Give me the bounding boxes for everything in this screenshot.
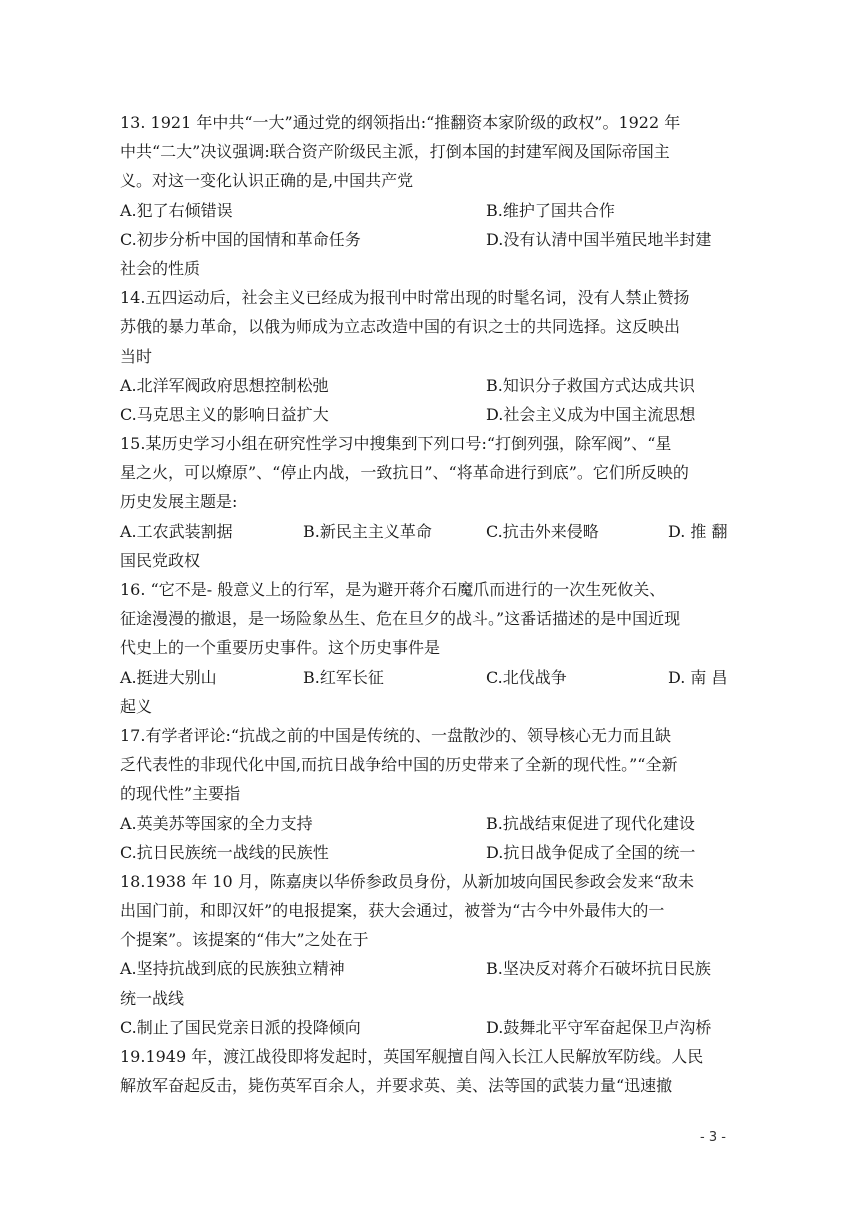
question-18-line-1: 18.1938 年 10 月，陈嘉庚以华侨参政员身份，从新加坡向国民参政会发来“敌未 bbox=[120, 871, 694, 891]
question-17-options-row-1 bbox=[120, 809, 738, 838]
question-19-line-1: 19.1949 年，渡江战役即将发起时，英国军舰擅自闯入长江人民解放军防线。人民 bbox=[120, 1047, 704, 1066]
option-b: B.抗战结束促进了现代化建设 bbox=[486, 813, 695, 833]
page-number: - 3 - bbox=[700, 1130, 726, 1145]
option-a: A.挺进大别山 bbox=[120, 667, 217, 687]
option-d: D. 南 昌 bbox=[668, 667, 728, 687]
option-d-continuation: 社会的性质 bbox=[120, 258, 201, 278]
question-13-line-1: 13. 1921 年中共“一大”通过党的纲领指出:“推翻资本家阶级的政权”。1922 年 bbox=[120, 113, 681, 132]
page-content bbox=[120, 108, 738, 1100]
question-16-line-2: 征途漫漫的撤退，是一场险象丛生、危在旦夕的战斗。”这番话描述的是中国近现 bbox=[120, 609, 681, 629]
question-15-line-3: 历史发展主题是: bbox=[120, 492, 238, 512]
question-14-line-3: 当时 bbox=[120, 346, 153, 366]
option-d: D.社会主义成为中国主流思想 bbox=[486, 404, 696, 424]
question-13-options-row-1 bbox=[120, 196, 738, 225]
option-c: C.北伐战争 bbox=[486, 667, 567, 687]
option-b: B.新民主主义革命 bbox=[303, 521, 432, 541]
question-18-options-row-1 bbox=[120, 954, 738, 983]
option-d: D.鼓舞北平守军奋起保卫卢沟桥 bbox=[486, 1017, 712, 1037]
option-a: A.犯了右倾错误 bbox=[120, 200, 233, 220]
question-14-line-2: 苏俄的暴力革命，以俄为师成为立志改造中国的有识之士的共同选择。这反映出 bbox=[120, 317, 681, 337]
question-19 bbox=[120, 1042, 738, 1100]
question-16-options-row bbox=[120, 663, 738, 692]
question-16 bbox=[120, 575, 738, 721]
option-d: D.没有认清中国半殖民地半封建 bbox=[486, 229, 712, 249]
question-15 bbox=[120, 429, 738, 575]
question-19-line-2: 解放军奋起反击，毙伤英军百余人，并要求英、美、法等国的武装力量“迅速撤 bbox=[120, 1076, 673, 1096]
option-b: B.知识分子救国方式达成共识 bbox=[486, 375, 695, 395]
option-c: C.初步分析中国的国情和革命任务 bbox=[120, 229, 361, 249]
option-a: A.工农武装割据 bbox=[120, 521, 233, 541]
question-17 bbox=[120, 721, 738, 867]
question-14-line-1: 14.五四运动后，社会主义已经成为报刊中时常出现的时髦名词，没有人禁止赞扬 bbox=[120, 288, 690, 308]
question-14 bbox=[120, 283, 738, 429]
question-13-options-row-2 bbox=[120, 225, 738, 254]
question-18-options-row-2 bbox=[120, 1013, 738, 1042]
question-15-options-row bbox=[120, 517, 738, 546]
question-16-line-3: 代史上的一个重要历史事件。这个历史事件是 bbox=[120, 638, 441, 658]
option-b: B.坚决反对蒋介石破坏抗日民族 bbox=[486, 959, 711, 979]
question-18 bbox=[120, 867, 738, 1042]
option-c: C.抗日民族统一战线的民族性 bbox=[120, 842, 329, 862]
question-13-line-3: 义。对这一变化认识正确的是,中国共产党 bbox=[120, 171, 414, 191]
option-c: C.马克思主义的影响日益扩大 bbox=[120, 404, 329, 424]
option-b-continuation: 统一战线 bbox=[120, 988, 185, 1008]
question-14-options-row-2 bbox=[120, 400, 738, 429]
option-d: D. 推 翻 bbox=[668, 521, 728, 541]
question-15-line-2: 星之火，可以燎原”、“停止内战，一致抗日”、“将革命进行到底”。它们所反映的 bbox=[120, 463, 689, 483]
option-a: A.北洋军阀政府思想控制松弛 bbox=[120, 375, 329, 395]
question-17-options-row-2 bbox=[120, 838, 738, 867]
option-b: B.红军长征 bbox=[303, 667, 384, 687]
option-d-continuation: 国民党政权 bbox=[120, 550, 201, 570]
option-a: A.英美苏等国家的全力支持 bbox=[120, 813, 313, 833]
question-18-line-2: 出国门前，和即汉奸”的电报提案，获大会通过，被誉为“古今中外最伟大的一 bbox=[120, 901, 665, 921]
question-18-line-3: 个提案”。该提案的“伟大”之处在于 bbox=[120, 930, 369, 950]
option-c: C.制止了国民党亲日派的投降倾向 bbox=[120, 1017, 361, 1037]
question-15-line-1: 15.某历史学习小组在研究性学习中搜集到下列口号:“打倒列强，除军阀”、“星 bbox=[120, 434, 672, 454]
option-a: A.坚持抗战到底的民族独立精神 bbox=[120, 959, 345, 979]
question-16-line-1: 16. “它不是- 般意义上的行军，是为避开蒋介石魔爪而进行的一次生死攸关、 bbox=[120, 580, 666, 599]
question-13-line-2: 中共“二大”决议强调:联合资产阶级民主派，打倒本国的封建军阀及国际帝国主 bbox=[120, 142, 670, 162]
option-b: B.维护了国共合作 bbox=[486, 200, 615, 220]
option-d: D.抗日战争促成了全国的统一 bbox=[486, 842, 696, 862]
option-c: C.抗击外来侵略 bbox=[486, 521, 599, 541]
question-17-line-2: 乏代表性的非现代化中国,而抗日战争给中国的历史带来了全新的现代性。”“全新 bbox=[120, 755, 678, 775]
option-d-continuation: 起义 bbox=[120, 696, 153, 716]
question-17-line-1: 17.有学者评论:“抗战之前的中国是传统的、一盘散沙的、领导核心无力而且缺 bbox=[120, 725, 672, 745]
question-17-line-3: 的现代性”主要指 bbox=[120, 784, 241, 804]
question-14-options-row-1 bbox=[120, 371, 738, 400]
question-13 bbox=[120, 108, 738, 283]
